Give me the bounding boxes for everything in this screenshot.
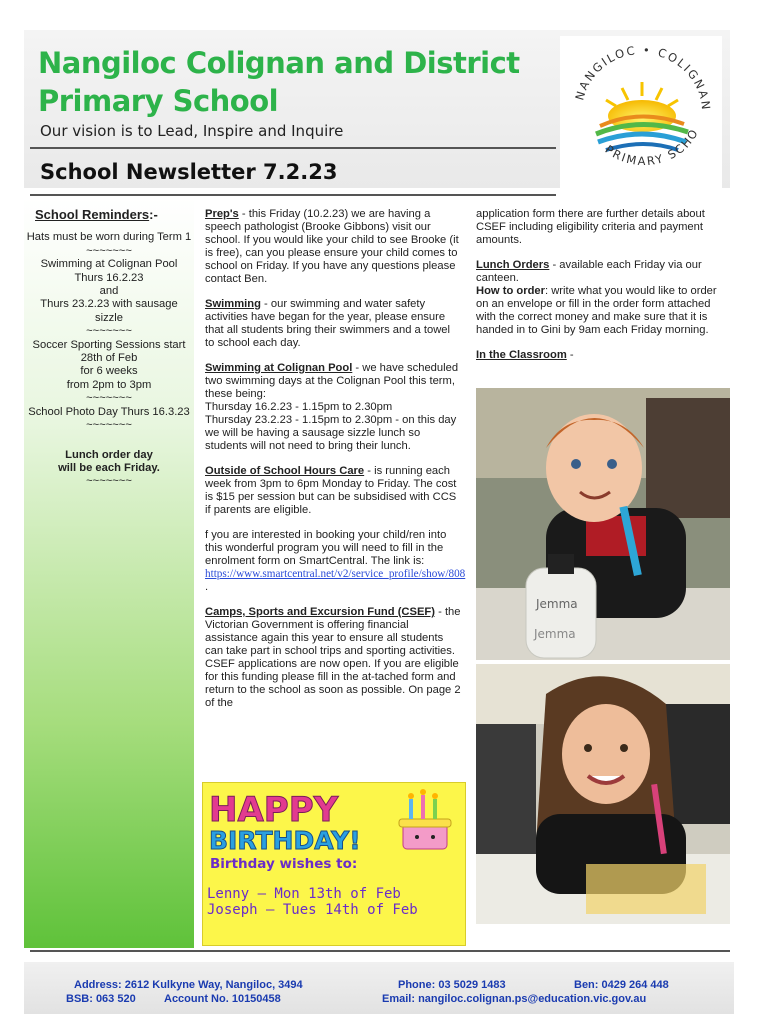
footer-address: Address: 2612 Kulkyne Way, Nangiloc, 3494 [74,979,303,991]
title-divider [30,194,556,196]
birthday-cake-icon [399,789,451,849]
happy-birthday-banner [203,783,465,855]
oshc-paragraph: Outside of School Hours Care - is running each week from 3pm to 6pm Monday to Friday. The cost is $15 per session but can be subsidised with CCS if parents are eligible. [205,465,457,516]
smartcentral-link[interactable]: https://www.smartcentral.net/v2/service_profile/show/808 [205,568,466,580]
preps-paragraph: Prep's - this Friday (10.2.23) we are having a speech pathologist (Brooke Gibbons) visit our school. If you would like your child to see Brooke (it is free), can you please ensure your child comes to school on Friday. If you have any questions please contact Ben. [205,208,459,285]
footer-bsb: BSB: 063 520 [66,993,136,1005]
reminder-item: for 6 weeks [80,365,138,378]
footer-email[interactable]: Email: nangiloc.colignan.ps@education.vic.gov.au [382,993,647,1005]
lunch-order-note: Lunch order day will be each Friday. [58,448,160,474]
reminder-divider: ~~~~~~~ [86,475,132,488]
csef-paragraph: Camps, Sports and Excursion Fund (CSEF) - the Victorian Government is offering financial assistance again this year to ensure all students can take part in school trips and sporting activities. CSEF applications are now open. If you are eligible for this funding please fill in the at-tached form and return to the school as soon as possible. On page 2 of the [205,606,461,709]
logo-text-bottom: PRIMARY SCHO [602,125,702,169]
pool-paragraph: Swimming at Colignan Pool - we have scheduled two swimming days at the Colignan Pool this term, these being: Thursday 16.2.23 - 1.15pm to 2.30pm Thursday 23.2.23 - 1.15pm to 2.30pm - on this day we will be having a sausage sizzle lunch so students will not need to bring their lunch. [205,362,459,452]
logo-text-top: NANGILOC • COLIGNAN [572,42,714,112]
vision-statement: Our vision is to Lead, Inspire and Inquire [40,122,344,140]
school-name: Nangiloc Colignan and District Primary School [38,46,520,118]
footer-phone: Phone: 03 5029 1483 [398,979,506,991]
reminder-divider: ~~~~~~~ [86,244,132,257]
school-logo [560,36,722,188]
footer-account: Account No. 10150458 [164,993,281,1005]
bottle-label: Jemma [536,597,578,611]
reminder-item: Thurs 23.2.23 with sausage sizzle [40,298,178,324]
booking-paragraph: f you are interested in booking your child/ren into this wonderful program you will need to fill in the enrolment form on SmartCentral. The link is: https://www.smartcentral.net/v2/service_profile/show/808 . [205,529,466,593]
footer-divider [30,950,730,952]
reminder-item: Hats must be worn during Term 1 [26,231,192,244]
news-column-right [476,208,731,374]
birthday-names [207,886,418,918]
classroom-photo-girl [476,664,730,924]
reminders-panel [26,208,192,489]
csef-continued: application form there are further details about CSEF including eligibility criteria and payment amounts. [476,208,705,246]
newsletter-title: School Newsletter 7.2.23 [40,160,338,184]
birthday-text: BIRTHDAY! [209,826,361,855]
reminder-divider: ~~~~~~~ [86,325,132,338]
bottle-label-2: Jemma [534,627,576,641]
reminder-item: and [99,285,119,298]
reminders-heading: School Reminders:- [35,207,158,222]
lunch-orders-paragraph: Lunch Orders - available each Friday via our canteen. [476,259,702,284]
classroom-photo-boy [476,388,730,660]
reminder-item: from 2pm to 3pm [66,378,152,391]
reminder-item: Soccer Sporting Sessions start 28th of Feb [32,338,186,365]
news-column-middle [205,208,466,722]
how-to-order-paragraph: How to order: write what you would like to order on an envelope or fill in the order form attached with the correct money and make sure that it is handed in to Gini by 9am each Friday morning. [476,285,717,336]
reminder-divider: ~~~~~~~ [86,392,132,405]
photo-boy-scene [476,388,730,660]
school-logo-emblem [560,36,722,188]
birthday-name-item: Joseph – Tues 14th of Feb [207,902,418,918]
classroom-heading: In the Classroom - [476,349,574,361]
reminder-item: School Photo Day Thurs 16.3.23 [28,405,190,418]
swimming-paragraph: Swimming - our swimming and water safety activities have began for the year, please ensure that all students bring their swimmers and a towel to school each day. [205,298,450,349]
footer-ben-phone: Ben: 0429 264 448 [574,979,669,991]
header-divider [30,147,556,149]
reminder-divider: ~~~~~~~ [86,419,132,432]
logo-blue-swoosh [598,134,686,142]
birthday-name-item: Lenny – Mon 13th of Feb [207,886,401,902]
happy-text: HAPPY [209,790,339,830]
reminder-item: Swimming at Colignan Pool Thurs 16.2.23 [40,258,178,284]
birthday-wishes-heading: Birthday wishes to: [210,856,358,872]
photo-girl-scene [476,664,730,924]
